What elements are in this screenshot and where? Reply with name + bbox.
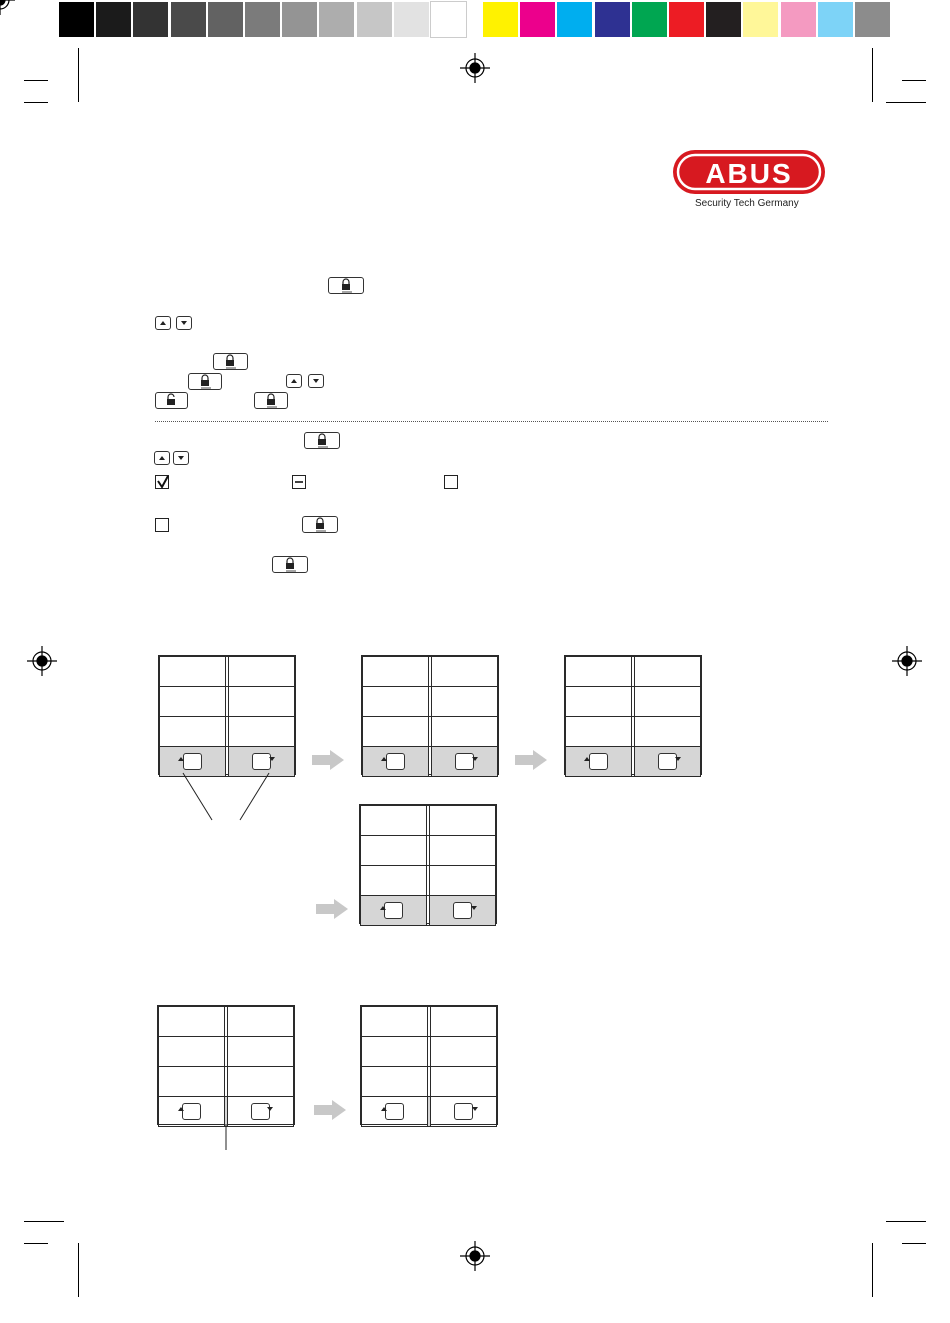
arrow-down-icon <box>455 753 474 770</box>
checkbox-partial-icon <box>292 475 306 489</box>
arrow-up-icon <box>589 753 608 770</box>
arrow-up-icon <box>183 753 202 770</box>
svg-text:ABUS: ABUS <box>705 158 793 189</box>
arrow-up-icon <box>182 1103 201 1120</box>
abus-logo <box>671 148 827 214</box>
arrow-up-icon <box>385 1103 404 1120</box>
lock-key-icon <box>188 373 222 390</box>
unlock-key-icon <box>155 392 188 409</box>
keypad-diagram <box>158 655 296 775</box>
arrow-up-icon <box>154 451 170 465</box>
checkbox-empty-icon <box>444 475 458 489</box>
brand-tagline: Security Tech Germany <box>695 198 799 209</box>
keypad-diagram <box>157 1005 295 1125</box>
arrow-up-icon <box>155 316 171 330</box>
checkbox-empty-icon <box>155 518 169 532</box>
arrow-down-icon <box>173 451 189 465</box>
keypad-diagram <box>360 1005 498 1125</box>
arrow-up-icon <box>384 902 403 919</box>
arrow-down-icon <box>454 1103 473 1120</box>
keypad-diagram <box>359 804 497 924</box>
lock-key-icon <box>213 353 248 370</box>
lock-key-icon <box>304 432 340 449</box>
arrow-down-icon <box>453 902 472 919</box>
section-divider <box>155 421 828 422</box>
arrow-down-icon <box>658 753 677 770</box>
checkbox-checked-icon <box>155 475 169 489</box>
arrow-down-icon <box>308 374 324 388</box>
lock-key-icon <box>254 392 288 409</box>
arrow-up-icon <box>386 753 405 770</box>
arrow-down-icon <box>251 1103 270 1120</box>
lock-key-icon <box>272 556 308 573</box>
arrow-down-icon <box>252 753 271 770</box>
keypad-diagram <box>361 655 499 775</box>
lock-key-icon <box>302 516 338 533</box>
arrow-down-icon <box>176 316 192 330</box>
lock-key-icon <box>328 277 364 294</box>
keypad-diagram <box>564 655 702 775</box>
arrow-up-icon <box>286 374 302 388</box>
